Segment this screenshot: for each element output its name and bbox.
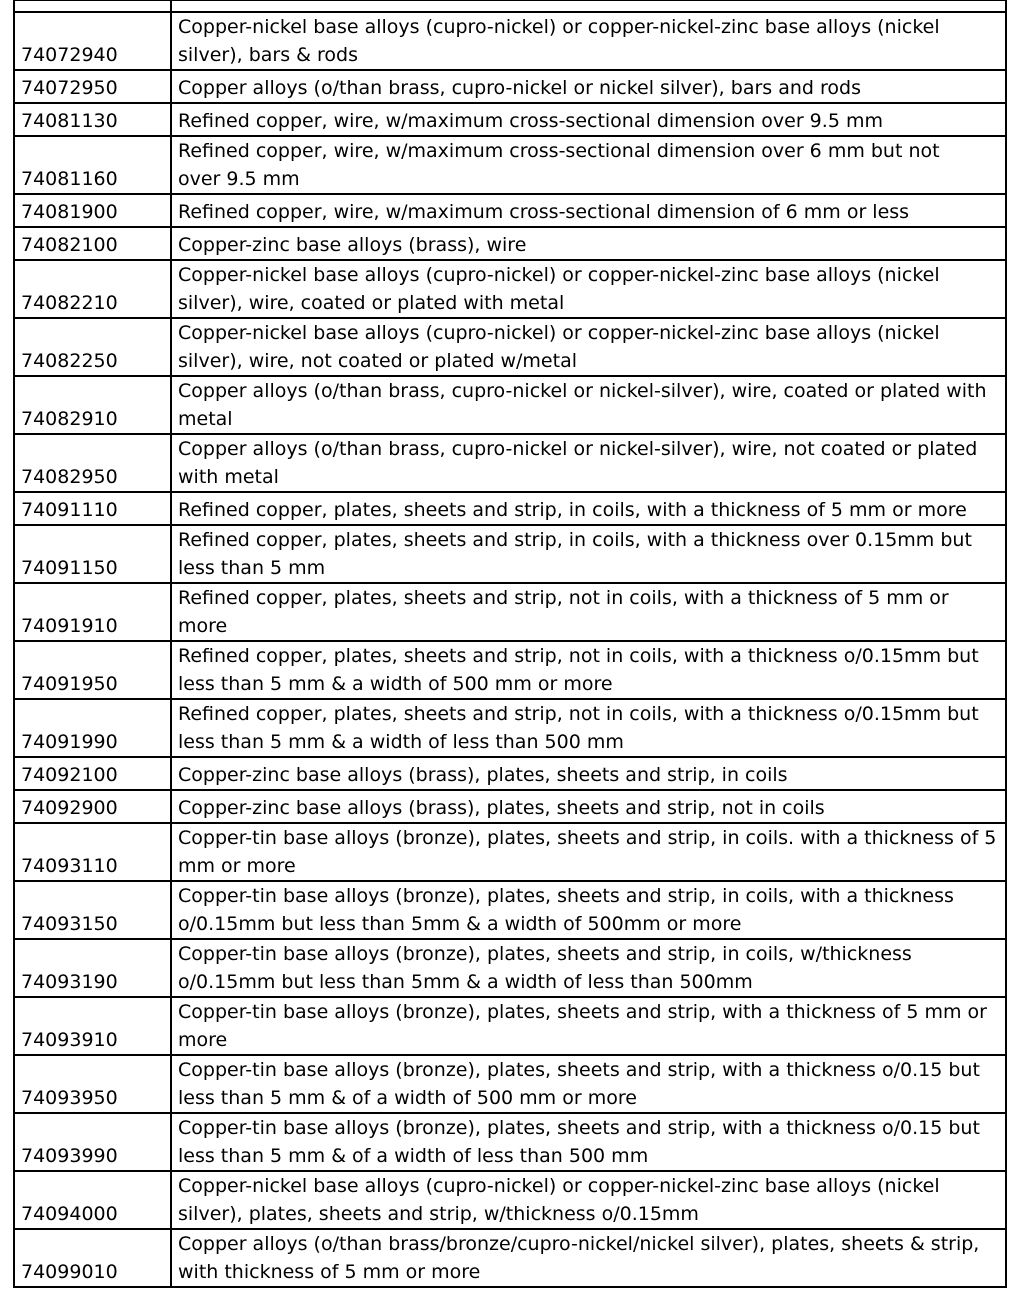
- hts-code-cell: 74082210: [14, 260, 171, 318]
- hts-code-cell: 74091910: [14, 583, 171, 641]
- hts-code-cell: 74091110: [14, 492, 171, 525]
- description-cell: [171, 136, 1006, 194]
- description-line: Copper-tin base alloys (bronze), plates, sheets and strip, in coils, with a thickness: [178, 885, 954, 907]
- table-row-cutoff: [14, 0, 1006, 12]
- description-line: less than 5 mm & of a width of less than 500 mm: [178, 1145, 649, 1167]
- description-line: Copper alloys (o/than brass/bronze/cupro-nickel/nickel silver), plates, sheets & strip,: [178, 1233, 980, 1255]
- table-row: [14, 12, 1006, 70]
- hts-code-cell: 74072940: [14, 12, 171, 70]
- description-line: Refined copper, wire, w/maximum cross-sectional dimension over 9.5 mm: [178, 110, 883, 132]
- description-line: Copper-zinc base alloys (brass), plates, sheets and strip, not in coils: [178, 797, 825, 819]
- description-line: Copper-tin base alloys (bronze), plates, sheets and strip, in coils, w/thickness: [178, 943, 912, 965]
- hts-code-cell: 74082950: [14, 434, 171, 492]
- description-line: Refined copper, plates, sheets and strip, not in coils, with a thickness o/0.15mm but: [178, 703, 979, 725]
- table-row: [14, 376, 1006, 434]
- description-cell: [171, 103, 1006, 136]
- hts-code-cell: 74091950: [14, 641, 171, 699]
- description-line: Copper alloys (o/than brass, cupro-nickel or nickel-silver), wire, coated or plated with: [178, 380, 987, 402]
- description-cell: [171, 1113, 1006, 1171]
- description-cell: [171, 823, 1006, 881]
- description-cell: [171, 939, 1006, 997]
- description-line: Copper-nickel base alloys (cupro-nickel) or copper-nickel-zinc base alloys (nickel: [178, 322, 940, 344]
- description-cell: [171, 881, 1006, 939]
- description-line: Copper-zinc base alloys (brass), wire: [178, 234, 527, 256]
- description-cell: [171, 227, 1006, 260]
- description-line: less than 5 mm & a width of 500 mm or more: [178, 673, 613, 695]
- description-line: silver), wire, coated or plated with metal: [178, 292, 565, 314]
- table-row: [14, 823, 1006, 881]
- description-line: Refined copper, plates, sheets and strip, not in coils, with a thickness of 5 mm or: [178, 587, 949, 609]
- table-body: [14, 0, 1006, 1287]
- table-row: [14, 434, 1006, 492]
- description-line: with thickness of 5 mm or more: [178, 1261, 481, 1283]
- description-cell: [171, 318, 1006, 376]
- hts-code-cell: 74093110: [14, 823, 171, 881]
- hts-code-cell: 74093190: [14, 939, 171, 997]
- description-line: less than 5 mm: [178, 557, 326, 579]
- description-line: metal: [178, 408, 233, 430]
- description-line: Copper-zinc base alloys (brass), plates, sheets and strip, in coils: [178, 764, 788, 786]
- description-line: Copper alloys (o/than brass, cupro-nickel or nickel-silver), wire, not coated or plated: [178, 438, 978, 460]
- description-line: mm or more: [178, 855, 296, 877]
- description-line: Refined copper, wire, w/maximum cross-sectional dimension over 6 mm but not: [178, 140, 940, 162]
- hts-code-cell: 74081900: [14, 194, 171, 227]
- hts-code-cell: 74082250: [14, 318, 171, 376]
- table-row: [14, 641, 1006, 699]
- description-line: less than 5 mm & a width of less than 500 mm: [178, 731, 624, 753]
- hts-code-cell: 74094000: [14, 1171, 171, 1229]
- hts-code-cell: 74081130: [14, 103, 171, 136]
- description-line: o/0.15mm but less than 5mm & a width of 500mm or more: [178, 913, 742, 935]
- hts-code-cell: 74092100: [14, 757, 171, 790]
- hts-code-cell: 74099010: [14, 1229, 171, 1287]
- table-row: [14, 227, 1006, 260]
- tariff-code-table: [13, 0, 1007, 1288]
- table-row: [14, 939, 1006, 997]
- table-row: [14, 1229, 1006, 1287]
- description-line: more: [178, 615, 228, 637]
- description-line: Copper-nickel base alloys (cupro-nickel) or copper-nickel-zinc base alloys (nickel: [178, 1175, 940, 1197]
- hts-code-cell: 74093990: [14, 1113, 171, 1171]
- code-cell-empty: [14, 0, 171, 12]
- description-cell: [171, 641, 1006, 699]
- description-line: silver), wire, not coated or plated w/metal: [178, 350, 577, 372]
- description-line: more: [178, 1029, 228, 1051]
- description-cell: [171, 997, 1006, 1055]
- table-row: [14, 103, 1006, 136]
- description-line: with metal: [178, 466, 279, 488]
- description-cell: [171, 699, 1006, 757]
- hts-code-cell: 74091990: [14, 699, 171, 757]
- description-cell: [171, 492, 1006, 525]
- table-row: [14, 1171, 1006, 1229]
- table-row: [14, 70, 1006, 103]
- hts-code-cell: 74092900: [14, 790, 171, 823]
- hts-code-cell: 74093150: [14, 881, 171, 939]
- table-row: [14, 492, 1006, 525]
- table-row: [14, 260, 1006, 318]
- description-cell: [171, 790, 1006, 823]
- description-line: Copper-tin base alloys (bronze), plates, sheets and strip, with a thickness of 5 mm or: [178, 1001, 987, 1023]
- description-cell: [171, 1229, 1006, 1287]
- hts-code-cell: 74091150: [14, 525, 171, 583]
- description-line: Copper-tin base alloys (bronze), plates, sheets and strip, in coils. with a thickness of 5: [178, 827, 997, 849]
- description-line: o/0.15mm but less than 5mm & a width of less than 500mm: [178, 971, 753, 993]
- description-line: less than 5 mm & of a width of 500 mm or more: [178, 1087, 637, 1109]
- table-row: [14, 699, 1006, 757]
- table-row: [14, 525, 1006, 583]
- table-row: [14, 1113, 1006, 1171]
- description-line: Copper-tin base alloys (bronze), plates, sheets and strip, with a thickness o/0.15 but: [178, 1117, 980, 1139]
- hts-code-cell: 74082910: [14, 376, 171, 434]
- description-cell: [171, 70, 1006, 103]
- table-row: [14, 318, 1006, 376]
- description-line: Refined copper, plates, sheets and strip, in coils, with a thickness of 5 mm or more: [178, 499, 967, 521]
- description-cell: [171, 12, 1006, 70]
- description-cell: [171, 434, 1006, 492]
- hts-code-cell: 74093950: [14, 1055, 171, 1113]
- description-line: Copper-nickel base alloys (cupro-nickel) or copper-nickel-zinc base alloys (nickel: [178, 16, 940, 38]
- description-cell: [171, 583, 1006, 641]
- description-line: over 9.5 mm: [178, 168, 300, 190]
- table-row: [14, 1055, 1006, 1113]
- description-line: Copper alloys (o/than brass, cupro-nickel or nickel silver), bars and rods: [178, 77, 861, 99]
- hts-code-cell: 74093910: [14, 997, 171, 1055]
- description-cell: [171, 194, 1006, 227]
- hts-code-cell: 74081160: [14, 136, 171, 194]
- table-row: [14, 790, 1006, 823]
- description-cell: [171, 1171, 1006, 1229]
- description-line: Refined copper, plates, sheets and strip, not in coils, with a thickness o/0.15mm but: [178, 645, 979, 667]
- table-row: [14, 583, 1006, 641]
- description-line: silver), bars & rods: [178, 44, 358, 66]
- table-row: [14, 881, 1006, 939]
- hts-code-cell: 74072950: [14, 70, 171, 103]
- description-line: Copper-tin base alloys (bronze), plates, sheets and strip, with a thickness o/0.15 but: [178, 1059, 980, 1081]
- table-row: [14, 194, 1006, 227]
- description-cell: [171, 757, 1006, 790]
- description-cell: [171, 1055, 1006, 1113]
- description-line: Copper-nickel base alloys (cupro-nickel) or copper-nickel-zinc base alloys (nickel: [178, 264, 940, 286]
- description-cell: [171, 376, 1006, 434]
- description-line: Refined copper, plates, sheets and strip, in coils, with a thickness over 0.15mm but: [178, 529, 972, 551]
- hts-code-cell: 74082100: [14, 227, 171, 260]
- table-row: [14, 997, 1006, 1055]
- description-line: silver), plates, sheets and strip, w/thickness o/0.15mm: [178, 1203, 699, 1225]
- description-line: Refined copper, wire, w/maximum cross-sectional dimension of 6 mm or less: [178, 201, 910, 223]
- description-cell: [171, 525, 1006, 583]
- table-row: [14, 757, 1006, 790]
- description-cell-empty: [171, 0, 1006, 12]
- table-row: [14, 136, 1006, 194]
- description-cell: [171, 260, 1006, 318]
